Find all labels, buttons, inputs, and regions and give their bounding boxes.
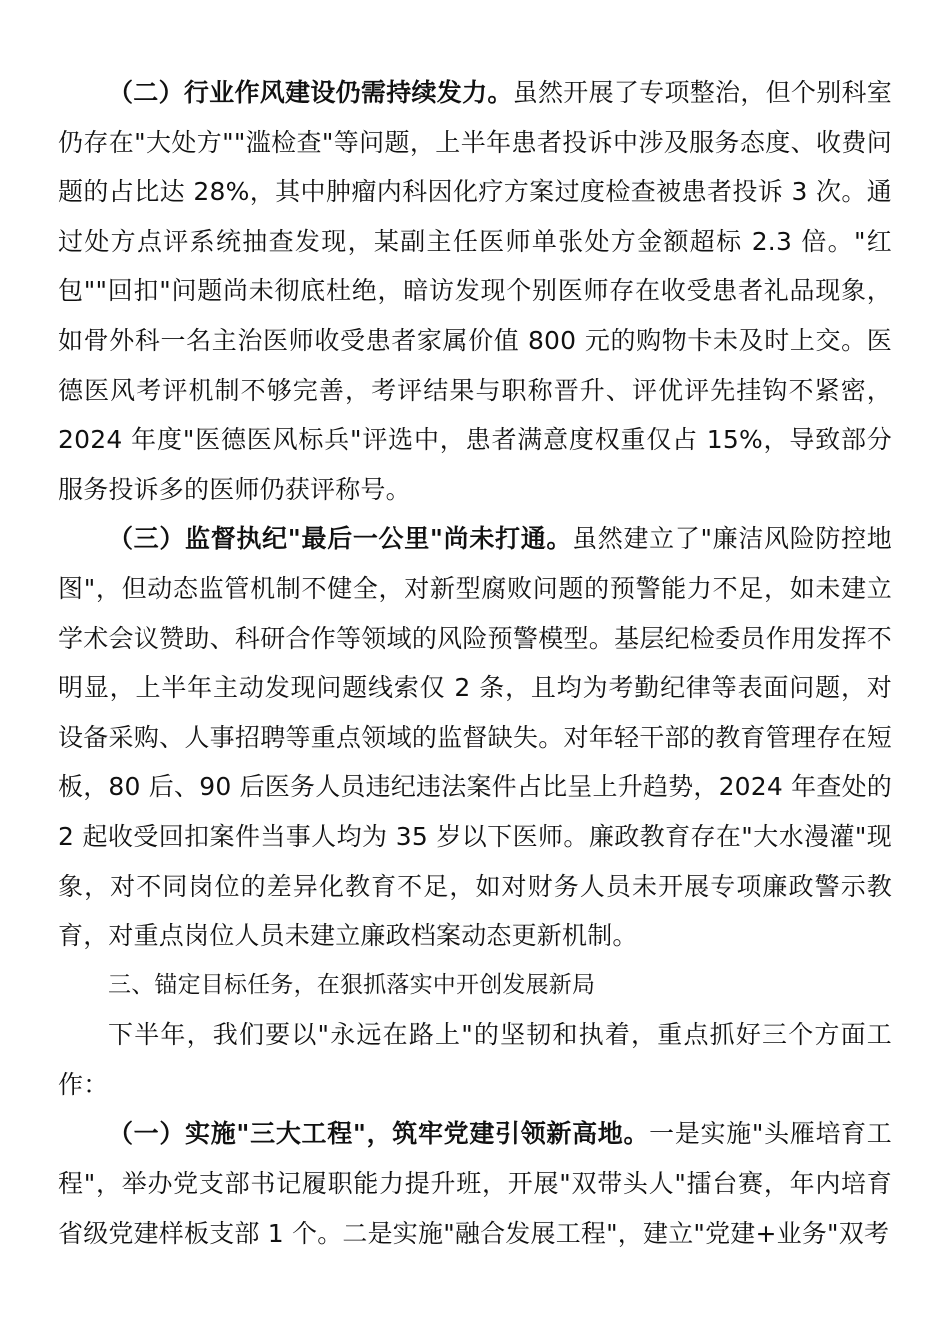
intro-paragraph: 下半年，我们要以"永远在路上"的坚韧和执着，重点抓好三个方面工作： — [58, 1020, 892, 1099]
paragraph-supervision — [58, 514, 892, 960]
paragraph-lead-heading: （三）监督执纪"最后一公里"尚未打通。 — [108, 524, 573, 554]
paragraph-industry-conduct — [58, 68, 892, 514]
section-heading: 三、锚定目标任务，在狠抓落实中开创发展新局 — [108, 971, 596, 998]
paragraph-lead-heading: （一）实施"三大工程"，筑牢党建引领新高地。 — [108, 1119, 650, 1149]
paragraph-three-projects — [58, 1109, 892, 1258]
paragraph-body-text: 一是实施"头雁培育工程"，举办党支部书记履职能力提升班，开展"双带头人"擂台赛，年内培育省级党建样板支部 1 个。二是实施"融合发展工程"，建立"党建+业务"双考 — [58, 1119, 893, 1248]
document-page — [58, 68, 892, 1258]
paragraph-lead-heading: （二）行业作风建设仍需持续发力。 — [108, 78, 513, 107]
paragraph-body-text: 虽然建立了"廉洁风险防控地图"，但动态监管机制不健全，对新型腐败问题的预警能力不足，如未建立学术会议赞助、科研合作等领域的风险预警模型。基层纪检委员作用发挥不明显，上半年主动发现问题线索仅 2 条，且均为考勤纪律等表面问题，对设备采购、人事招聘等重点领域的监督缺失。对年轻干部的教育管理存在短板，80 后、90 后医务人员违纪违法案件占比呈上升趋势，2024 年查处的 2 起收受回扣案件当事人均为 35 岁以下医师。廉政教育存在"大水漫灌"现象，对不同岗位的差异化教育不足，如对财务人员未开展专项廉政警示教育，对重点岗位人员未建立廉政档案动态更新机制。 — [58, 524, 892, 951]
paragraph-body-text: 虽然开展了专项整治，但个别科室仍存在"大处方""滥检查"等问题，上半年患者投诉中涉及服务态度、收费问题的占比达 28%，其中肿瘤内科因化疗方案过度检查被患者投诉 3 次。通过处方点评系统抽查发现，某副主任医师单张处方金额超标 2.3 倍。"红包""回扣"问题尚未彻底杜绝，暗访发现个别医师存在收受患者礼品现象，如骨外科一名主治医师收受患者家属价值 800 元的购物卡未及时上交。医德医风考评机制不够完善，考评结果与职称晋升、评优评先挂钩不紧密，2024 年度"医德医风标兵"评选中，患者满意度权重仅占 15%，导致部分服务投诉多的医师仍获评称号。 — [58, 78, 892, 504]
